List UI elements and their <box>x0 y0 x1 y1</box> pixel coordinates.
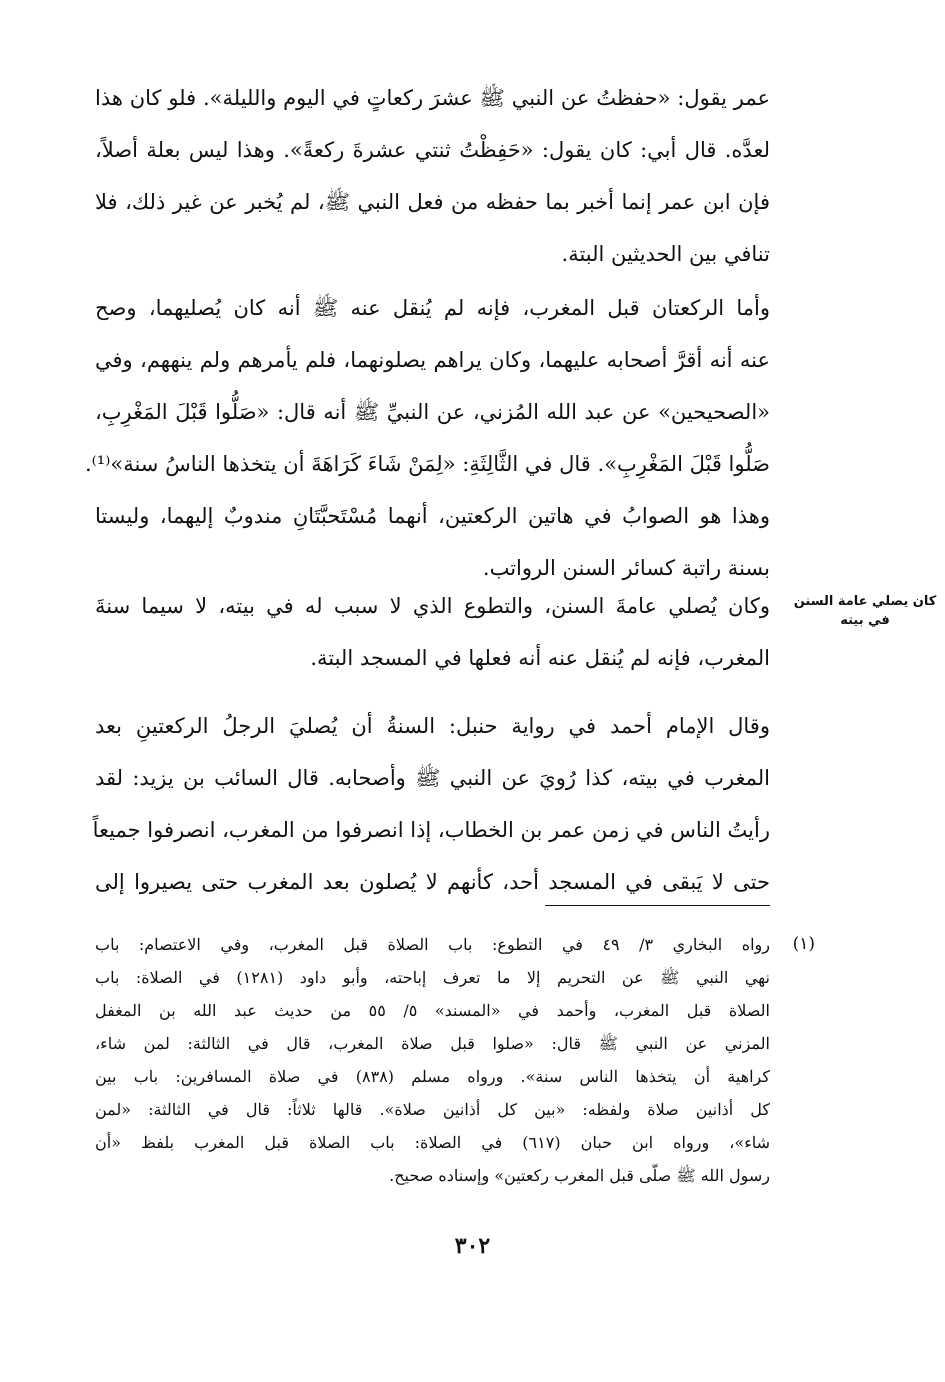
text-line: وقال الإمام أحمد في رواية حنبل: السنةُ أن يُصليَ الرجلُ الركعتينِ بعد <box>95 714 770 738</box>
text-line: عمر يقول: «حفظتُ عن النبي ﷺ عشرَ ركعاتٍ في اليوم والليلة». فلو كان هذا <box>95 86 770 110</box>
margin-note-line: كان يصلي عامة السنن <box>793 594 937 609</box>
paragraph-4 <box>92 700 770 908</box>
footnote-line: المزني عن النبي ﷺ قال: «صلوا قبل صلاة المغرب، قال في الثالثة: لمن شاء، <box>95 1034 770 1053</box>
page-number: ٣٠٢ <box>454 1233 491 1259</box>
paragraph-3 <box>95 580 770 684</box>
footnote-line: نهي النبي ﷺ عن التحريم إلا ما تعرف إباحته، وأبو داود (١٢٨١) في الصلاة: باب <box>95 968 770 987</box>
text-line: حتى لا يَبقى في المسجد أحد، كأنهم لا يُصلون بعد المغرب حتى يصيروا إلى <box>95 870 770 894</box>
text-line: المغرب، فإنه لم يُنقل عنه أنه فعلها في المسجد البتة. <box>310 646 770 670</box>
text-line: صَلُّوا قَبْلَ المَغْرِبِ». قال في الثَّالِثَةِ: «لِمَنْ شَاءَ كَرَاهَةَ أن يتخذها الناسُ سنة»⁽¹⁾. <box>84 452 770 476</box>
margin-note <box>790 592 940 630</box>
margin-note-line: في بيته <box>840 613 890 628</box>
footnote-divider <box>545 905 770 906</box>
text-line: وهذا هو الصوابُ في هاتين الركعتين، أنهما مُسْتَحبَّتَانِ مندوبٌ إليهما، وليستا <box>95 504 770 528</box>
footnote-line: شاء»، ورواه ابن حبان (٦١٧) في الصلاة: باب الصلاة قبل المغرب بلفظ «أن <box>95 1133 771 1152</box>
footnote-marker: (١) <box>792 934 815 954</box>
footnote-line: الصلاة قبل المغرب، وأحمد في «المسند» ٥/ ٥٥ من حديث عبد الله بن المغفل <box>95 1001 770 1020</box>
text-line: وكان يُصلي عامةَ السنن، والتطوع الذي لا سبب له في بيته، لا سيما سنةَ <box>95 594 770 618</box>
text-line: بسنة راتبة كسائر السنن الرواتب. <box>482 556 770 580</box>
text-line: فإن ابن عمر إنما أخبر بما حفظه من فعل النبي ﷺ، لم يُخبر عن غير ذلك، فلا <box>95 190 770 214</box>
text-line: لعدَّه. قال أبي: كان يقول: «حَفِظْتُ ثنتي عشرةَ ركعةً». وهذا ليس بعلة أصلاً، <box>95 138 770 162</box>
paragraph-2 <box>84 282 770 594</box>
text-line: المغرب في بيته، كذا رُويَ عن النبي ﷺ وأصحابه. قال السائب بن يزيد: لقد <box>95 766 770 790</box>
footnotes <box>95 928 815 1192</box>
text-line: عنه أنه أقرَّ أصحابه عليهما، وكان يراهم يصلونهما، فلم يأمرهم ولم ينههم، وفي <box>95 348 770 372</box>
footnote-line: كل أذانين صلاة ولفظه: «بين كل أذانين صلاة». قالها ثلاثاً: قال في الثالثة: «لمن <box>95 1100 770 1119</box>
text-line: «الصحيحين» عن عبد الله المُزني، عن النبيِّ ﷺ أنه قال: «صَلُّوا قَبْلَ المَغْرِبِ، <box>95 400 770 424</box>
footnote-line: رواه البخاري ٣/ ٤٩ في التطوع: باب الصلاة قبل المغرب، وفي الاعتصام: باب <box>95 935 770 954</box>
text-line: وأما الركعتان قبل المغرب، فإنه لم يُنقل عنه ﷺ أنه كان يُصليهما، وصح <box>95 296 770 320</box>
footnote-line: كراهية أن يتخذها الناس سنة». ورواه مسلم (٨٣٨) في صلاة المسافرين: باب بين <box>95 1067 770 1086</box>
paragraph-1 <box>95 72 770 280</box>
footnote-line: رسول الله ﷺ صلّى قبل المغرب ركعتين» وإسناده صحيح. <box>389 1166 770 1185</box>
text-line: تنافي بين الحديثين البتة. <box>561 242 770 266</box>
text-line: رأيتُ الناس في زمن عمر بن الخطاب، إذا انصرفوا من المغرب، انصرفوا جميعاً <box>92 818 770 842</box>
